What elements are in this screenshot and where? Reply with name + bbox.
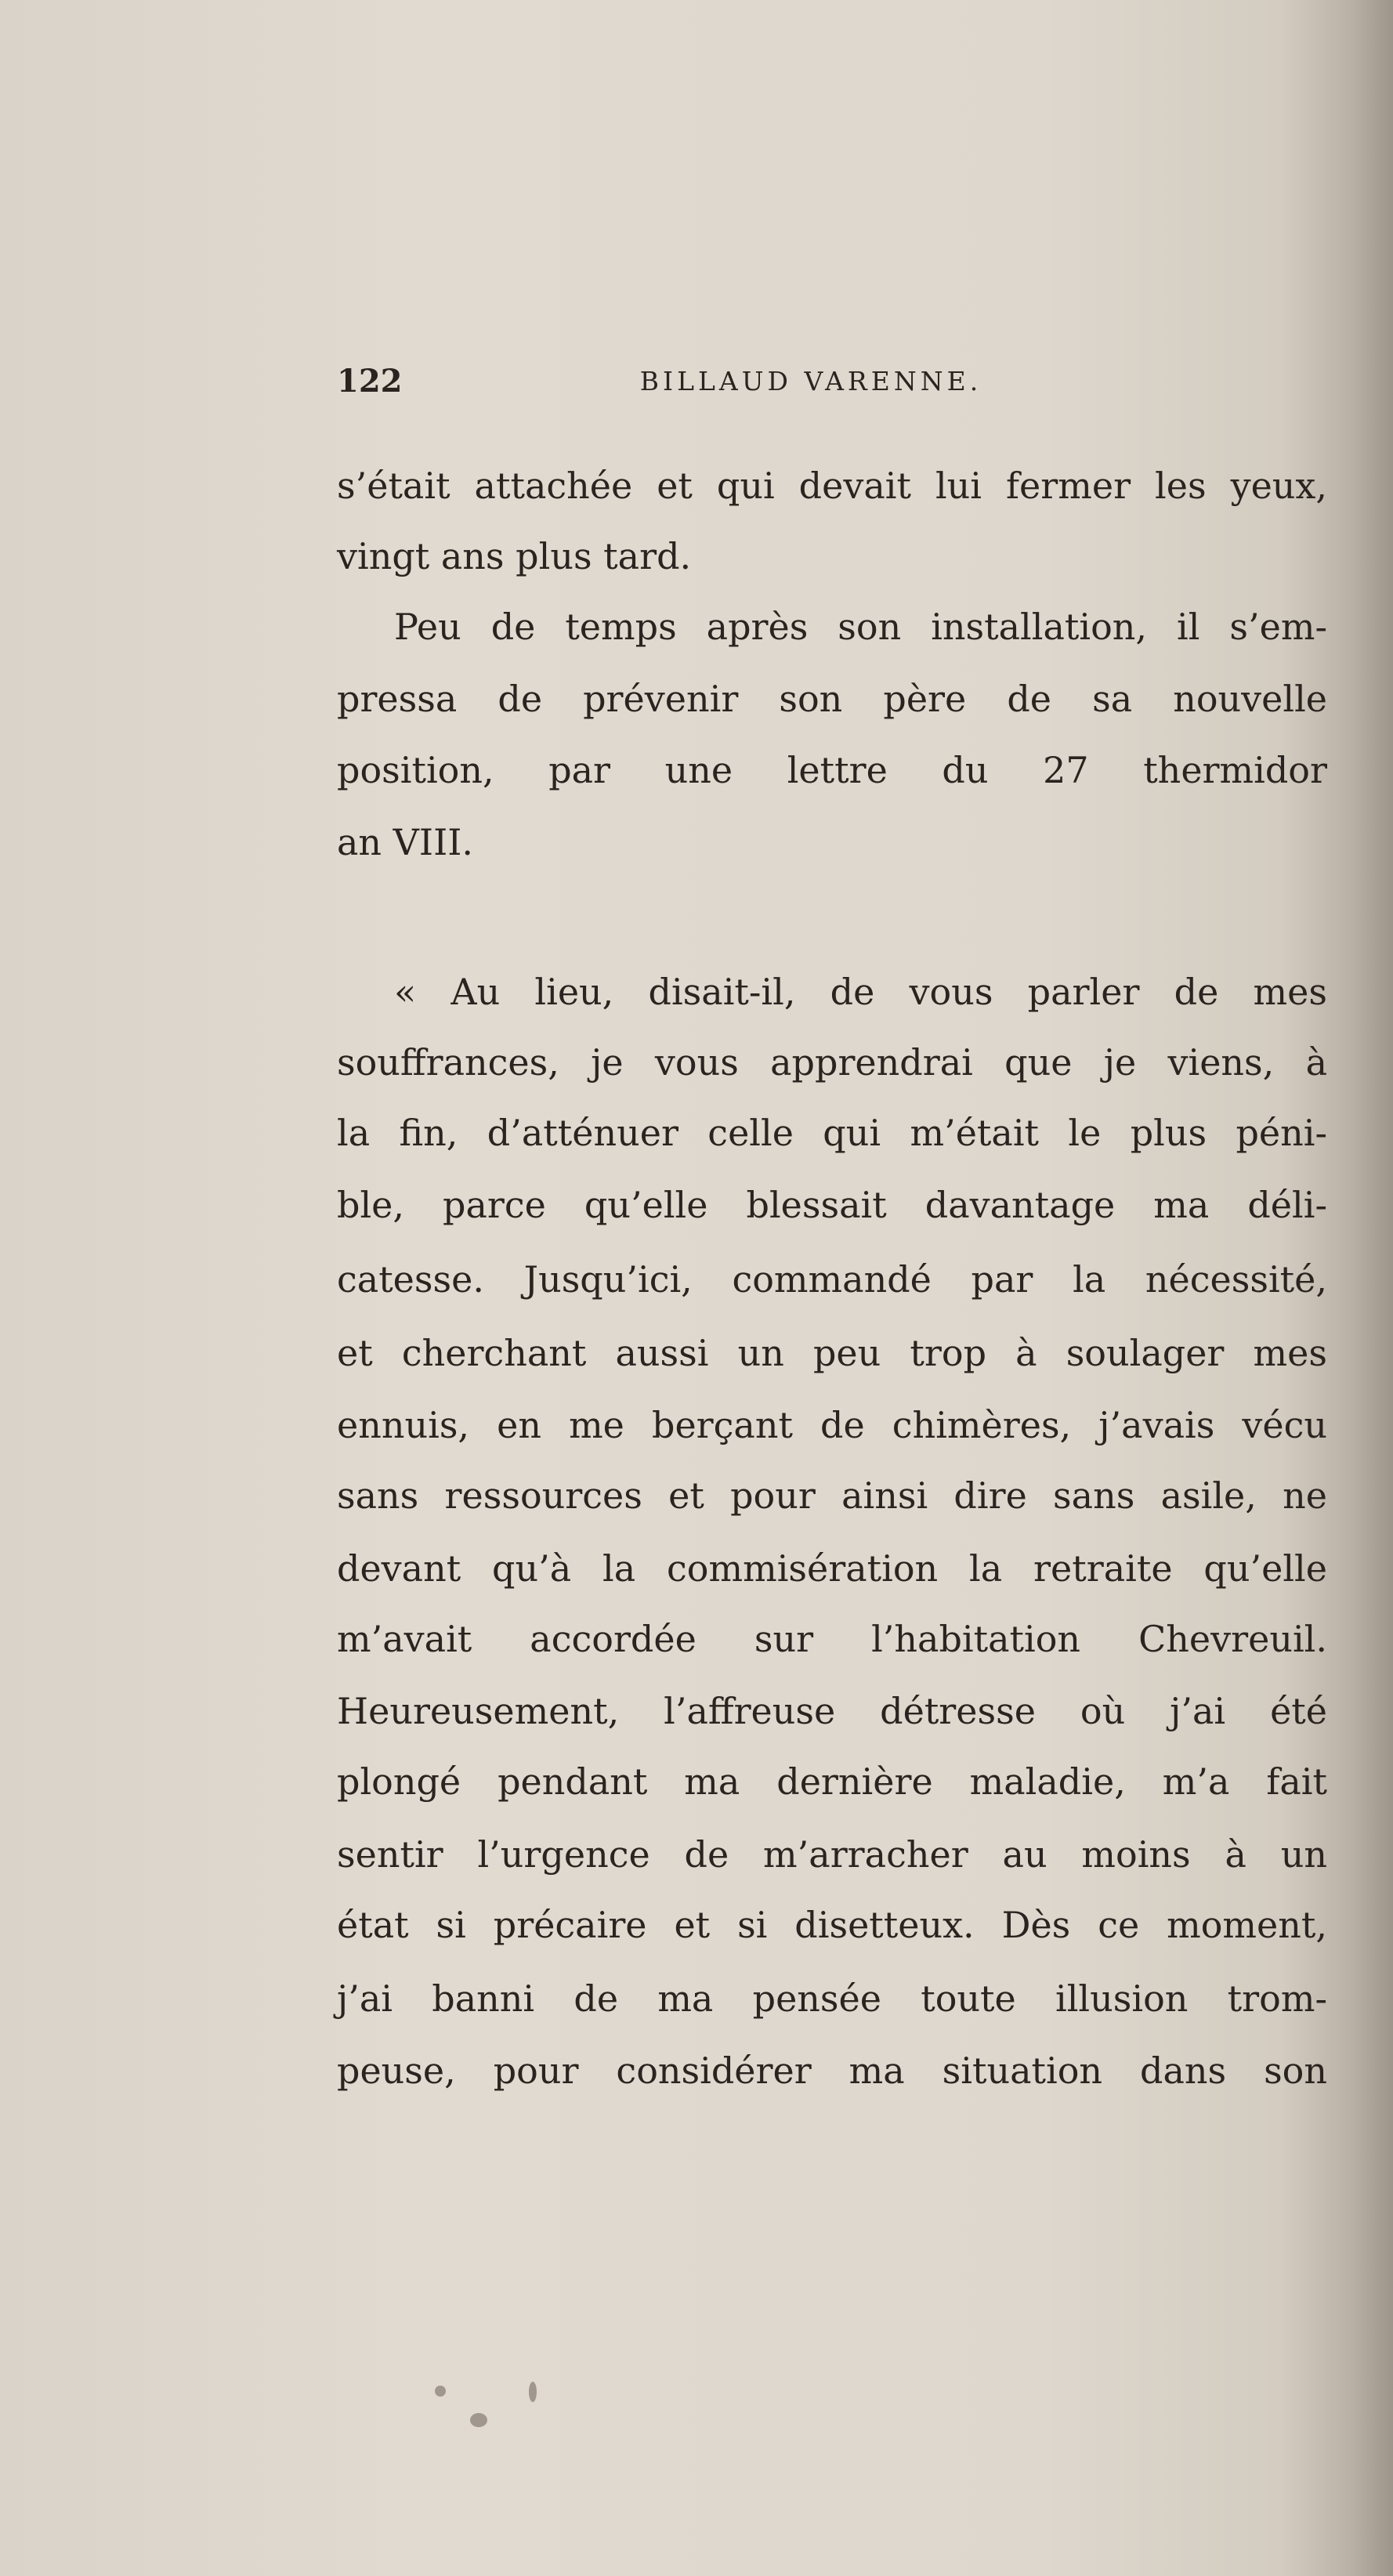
ink-smudge — [435, 2386, 446, 2397]
text-line: an VIII. — [337, 821, 474, 863]
text-line: vingt ans plus tard. — [337, 535, 692, 577]
text-line: Heureusement, l’affreuse détresse où j’ai été — [337, 1690, 1327, 1732]
text-line: peuse, pour considérer ma situation dans son — [337, 2050, 1327, 2092]
text-line: position, par une lettre du 27 thermidor — [337, 749, 1327, 791]
text-line: plongé pendant ma dernière maladie, m’a fait — [337, 1760, 1327, 1803]
text-line: catesse. Jusqu’ici, commandé par la nécessité, — [337, 1258, 1327, 1301]
text-line: j’ai banni de ma pensée toute illusion trom- — [337, 1977, 1327, 2020]
ink-smudge — [470, 2413, 487, 2427]
text-line: et cherchant aussi un peu trop à soulager mes — [337, 1332, 1327, 1374]
text-line: « Au lieu, disait-il, de vous parler de mes — [394, 971, 1327, 1013]
text-line: souffrances, je vous apprendrai que je viens, à — [337, 1041, 1327, 1084]
text-line: sentir l’urgence de m’arracher au moins à un — [337, 1833, 1327, 1876]
page-number: 122 — [337, 363, 403, 400]
text-line: s’était attachée et qui devait lui fermer les yeux, — [337, 465, 1327, 507]
running-title: BILLAUD VARENNE. — [639, 366, 982, 396]
text-line: ennuis, en me berçant de chimères, j’avais vécu — [337, 1404, 1327, 1446]
text-line: sans ressources et pour ainsi dire sans asile, ne — [337, 1474, 1327, 1517]
text-line: la fin, d’atténuer celle qui m’était le plus péni- — [337, 1112, 1327, 1154]
text-line: pressa de prévenir son père de sa nouvelle — [337, 678, 1327, 720]
ink-smudge — [529, 2382, 537, 2402]
text-line: devant qu’à la commisération la retraite qu’elle — [337, 1547, 1327, 1590]
text-line: m’avait accordée sur l’habitation Chevreuil. — [337, 1618, 1327, 1660]
text-line: ble, parce qu’elle blessait davantage ma déli- — [337, 1184, 1327, 1226]
text-line: état si précaire et si disetteux. Dès ce moment, — [337, 1904, 1327, 1946]
text-line: Peu de temps après son installation, il s’em- — [394, 606, 1327, 648]
